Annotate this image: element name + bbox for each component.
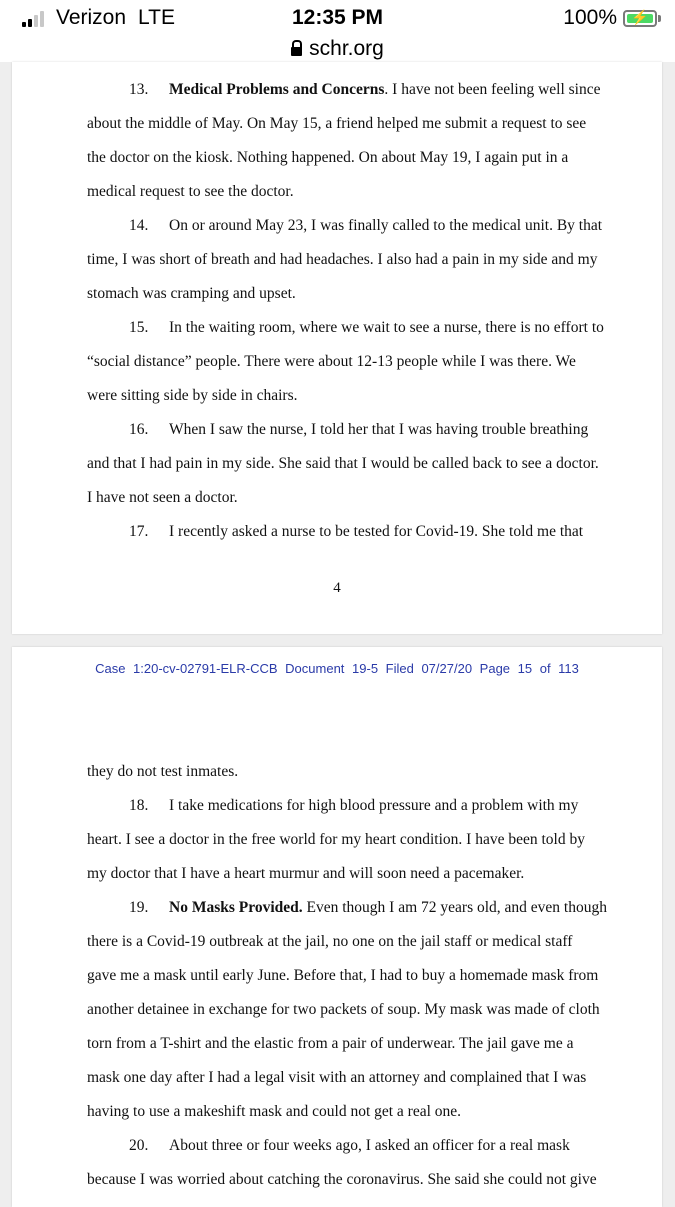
page-4-body	[87, 73, 607, 549]
document-line	[87, 413, 607, 447]
line-text: “social distance” people. There were about 12-13 people while I was there. We	[87, 353, 576, 370]
paragraph-number: 19.	[129, 899, 149, 916]
document-line	[87, 755, 607, 789]
paragraph-heading: Medical Problems and Concerns	[169, 81, 385, 98]
paragraph-number: 16.	[129, 421, 149, 438]
lock-icon	[291, 45, 301, 58]
document-line	[87, 277, 607, 311]
paragraph-number: 15.	[129, 319, 149, 336]
line-text: were sitting side by side in chairs.	[87, 387, 298, 404]
status-bar	[0, 0, 675, 36]
line-text: . I have not been feeling well since	[384, 81, 601, 98]
url-text[interactable]: schr.org	[309, 37, 384, 60]
document-line	[87, 311, 607, 345]
document-line	[87, 175, 607, 209]
document-line	[87, 925, 607, 959]
document-line	[87, 993, 607, 1027]
battery-percent: 100%	[563, 6, 617, 29]
line-text: About three or four weeks ago, I asked an officer for a real mask	[169, 1137, 570, 1154]
line-text: I have not seen a doctor.	[87, 489, 238, 506]
status-right	[563, 6, 661, 30]
document-line	[87, 823, 607, 857]
document-line	[87, 959, 607, 993]
document-line	[87, 107, 607, 141]
document-line	[87, 141, 607, 175]
line-text: stomach was cramping and upset.	[87, 285, 296, 302]
line-text: the doctor on the kiosk. Nothing happened. On about May 19, I again put in a	[87, 149, 569, 166]
line-text: On or around May 23, I was finally called to the medical unit. By that	[169, 217, 603, 234]
line-text: torn from a T-shirt and the elastic from a pair of underwear. The jail gave me a	[87, 1035, 574, 1052]
line-text: When I saw the nurse, I told her that I was having trouble breathing	[169, 421, 589, 438]
document-line	[87, 857, 607, 891]
document-page-4	[12, 62, 662, 634]
line-text: another detainee in exchange for two packets of soup. My mask was made of cloth	[87, 1001, 600, 1018]
document-line	[87, 1027, 607, 1061]
document-line	[87, 891, 607, 925]
line-text: my doctor that I have a heart murmur and will soon need a pacemaker.	[87, 865, 525, 882]
document-page-15	[12, 647, 662, 1207]
document-line	[87, 481, 607, 515]
line-text: because I was worried about catching the coronavirus. She said she could not give	[87, 1171, 597, 1188]
carrier-name: Verizon	[56, 6, 127, 29]
status-time: 12:35 PM	[291, 6, 384, 29]
line-text: gave me a mask until early June. Before that, I had to buy a homemade mask from	[87, 967, 599, 984]
line-text: mask one day after I had a legal visit with an attorney and complained that I was	[87, 1069, 587, 1086]
document-line	[87, 73, 607, 107]
case-header: Case 1:20-cv-02791-ELR-CCB Document 19-5 Filed 07/27/20 Page 15 of 113	[95, 661, 579, 676]
page-15-body	[87, 755, 607, 1197]
line-text: and that I had pain in my side. She said that I would be called back to see a doctor.	[87, 455, 599, 472]
line-text: medical request to see the doctor.	[87, 183, 294, 200]
document-line	[87, 243, 607, 277]
network-type: LTE	[138, 6, 176, 29]
address-bar[interactable]	[0, 36, 675, 62]
document-line	[87, 1129, 607, 1163]
paragraph-heading: No Masks Provided.	[169, 899, 303, 916]
document-line	[87, 345, 607, 379]
line-text: In the waiting room, where we wait to see a nurse, there is no effort to	[169, 319, 604, 336]
paragraph-number: 14.	[129, 217, 149, 234]
document-line	[87, 209, 607, 243]
paragraph-number: 18.	[129, 797, 149, 814]
document-line	[87, 515, 607, 549]
page-number: 4	[333, 580, 341, 596]
line-text: they do not test inmates.	[87, 763, 239, 780]
paragraph-number: 13.	[129, 81, 149, 98]
document-line	[87, 1163, 607, 1197]
document-line	[87, 379, 607, 413]
battery-icon: ⚡	[623, 10, 657, 27]
document-line	[87, 789, 607, 823]
document-line	[87, 1095, 607, 1129]
line-text: there is a Covid-19 outbreak at the jail, no one on the jail staff or medical staff	[87, 933, 573, 950]
document-line	[87, 447, 607, 481]
line-text: heart. I see a doctor in the free world for my heart condition. I have been told by	[87, 831, 585, 848]
line-text: I take medications for high blood pressure and a problem with my	[169, 797, 579, 814]
line-text: Even though I am 72 years old, and even though	[302, 899, 607, 916]
paragraph-number: 17.	[129, 523, 149, 540]
line-text: about the middle of May. On May 15, a friend helped me submit a request to see	[87, 115, 587, 132]
line-text: I recently asked a nurse to be tested for Covid-19. She told me that	[169, 523, 584, 540]
paragraph-number: 20.	[129, 1137, 149, 1154]
line-text: time, I was short of breath and had headaches. I also had a pain in my side and my	[87, 251, 598, 268]
line-text: having to use a makeshift mask and could not get a real one.	[87, 1103, 462, 1120]
document-line	[87, 1061, 607, 1095]
